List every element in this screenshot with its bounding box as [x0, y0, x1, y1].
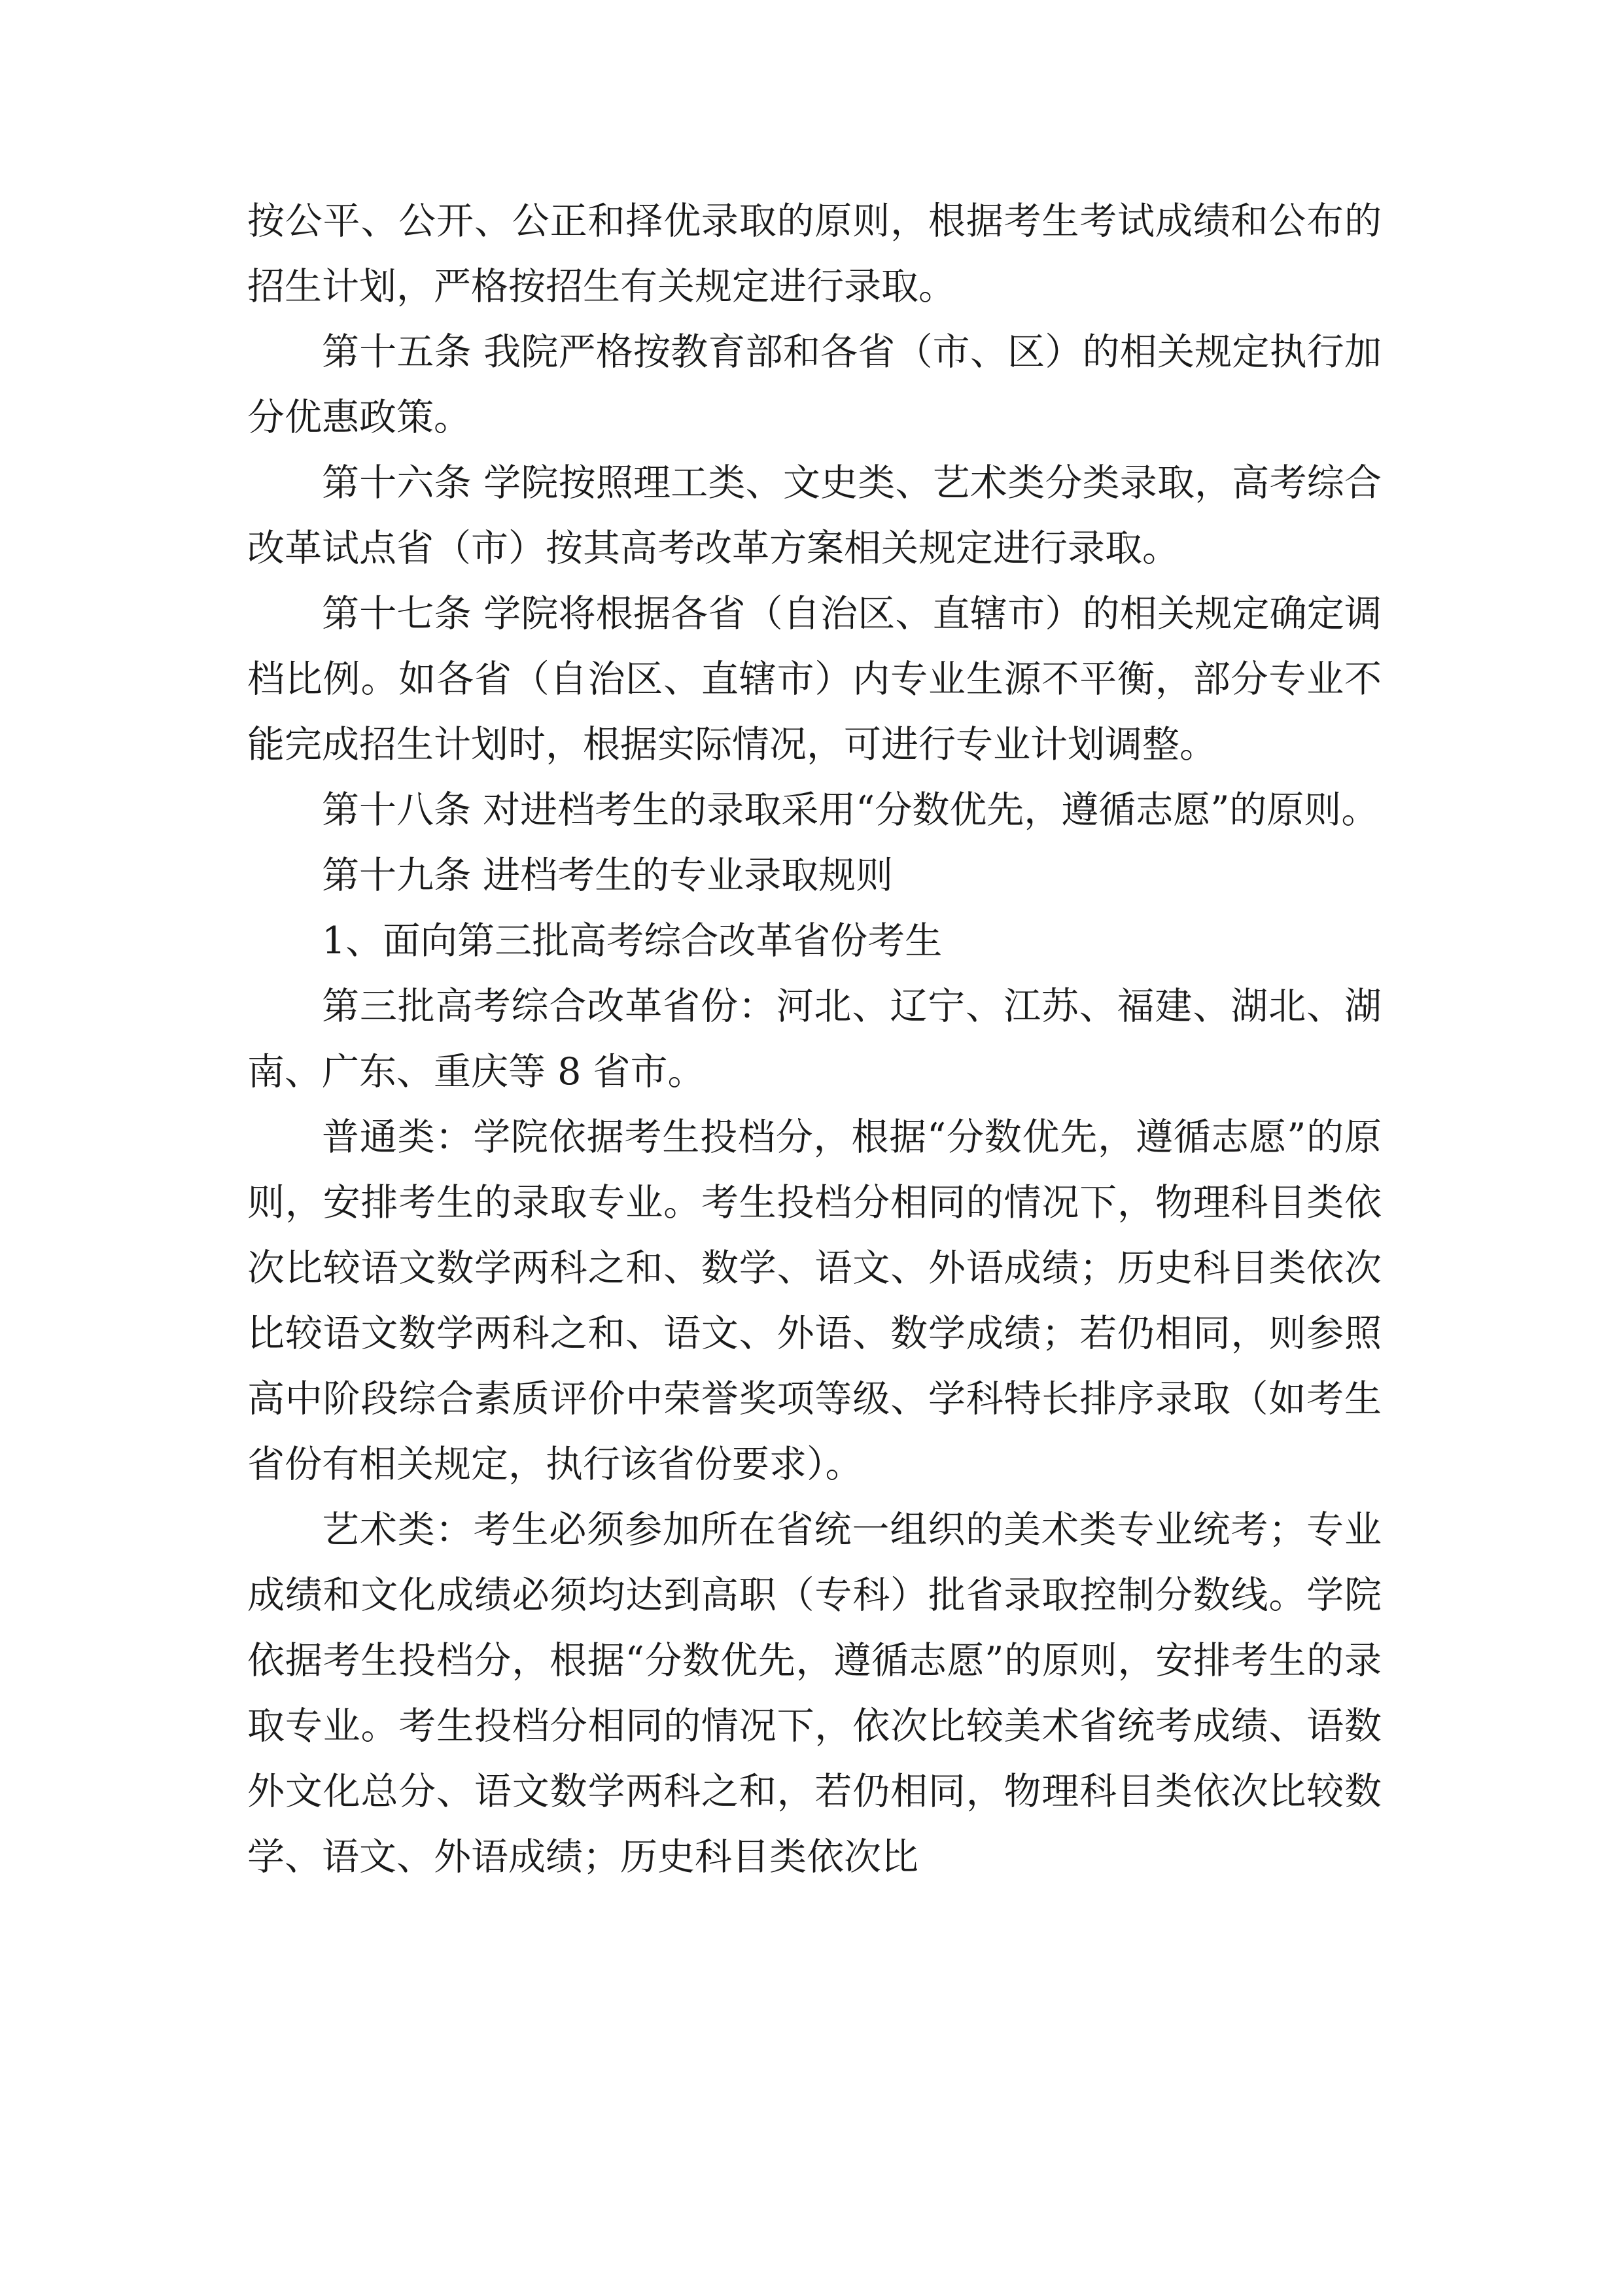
paragraph-continuation: 按公平、公开、公正和择优录取的原则，根据考生考试成绩和公布的招生计划，严格按招生有关规定进行录取。 — [247, 200, 1382, 308]
paragraph-article-17: 第十七条 学院将根据各省（自治区、直辖市）的相关规定确定调档比例。如各省（自治区、直辖市）内专业生源不平衡，部分专业不能完成招生计划时，根据实际情况，可进行专业计划调整。 — [247, 592, 1382, 766]
paragraph-article-18: 第十八条 对进档考生的录取采用“分数优先，遵循志愿”的原则。 — [322, 788, 1379, 832]
paragraph-article-16: 第十六条 学院按照理工类、文史类、艺术类分类录取，高考综合改革试点省（市）按其高考改革方案相关规定进行录取。 — [247, 461, 1382, 570]
paragraph-item-1: 1、面向第三批高考综合改革省份考生 — [322, 919, 943, 963]
paragraph-article-15: 第十五条 我院严格按教育部和各省（市、区）的相关规定执行加分优惠政策。 — [247, 330, 1382, 439]
paragraph-provinces: 第三批高考综合改革省份：河北、辽宁、江苏、福建、湖北、湖南、广东、重庆等 8 省市。 — [247, 985, 1382, 1093]
paragraph-general-category: 普通类：学院依据考生投档分，根据“分数优先，遵循志愿”的原则，安排考生的录取专业。考生投档分相同的情况下，物理科目类依次比较语文数学两科之和、数学、语文、外语成绩；历史科目类依次比较语文数学两科之和、语文、外语、数学成绩；若仍相同，则参照高中阶段综合素质评价中荣誉奖项等级、学科特长排序录取（如考生省份有相关规定，执行该省份要求）。 — [247, 1116, 1382, 1486]
paragraph-art-category: 艺术类：考生必须参加所在省统一组织的美术类专业统考；专业成绩和文化成绩必须均达到高职（专科）批省录取控制分数线。学院依据考生投档分，根据“分数优先，遵循志愿”的原则，安排考生的录取专业。考生投档分相同的情况下，依次比较美术省统考成绩、语数外文化总分、语文数学两科之和，若仍相同，物理科目类依次比较数学、语文、外语成绩；历史科目类依次比 — [247, 1508, 1382, 1879]
document-body — [247, 188, 1382, 1890]
paragraph-article-19: 第十九条 进档考生的专业录取规则 — [322, 854, 894, 897]
